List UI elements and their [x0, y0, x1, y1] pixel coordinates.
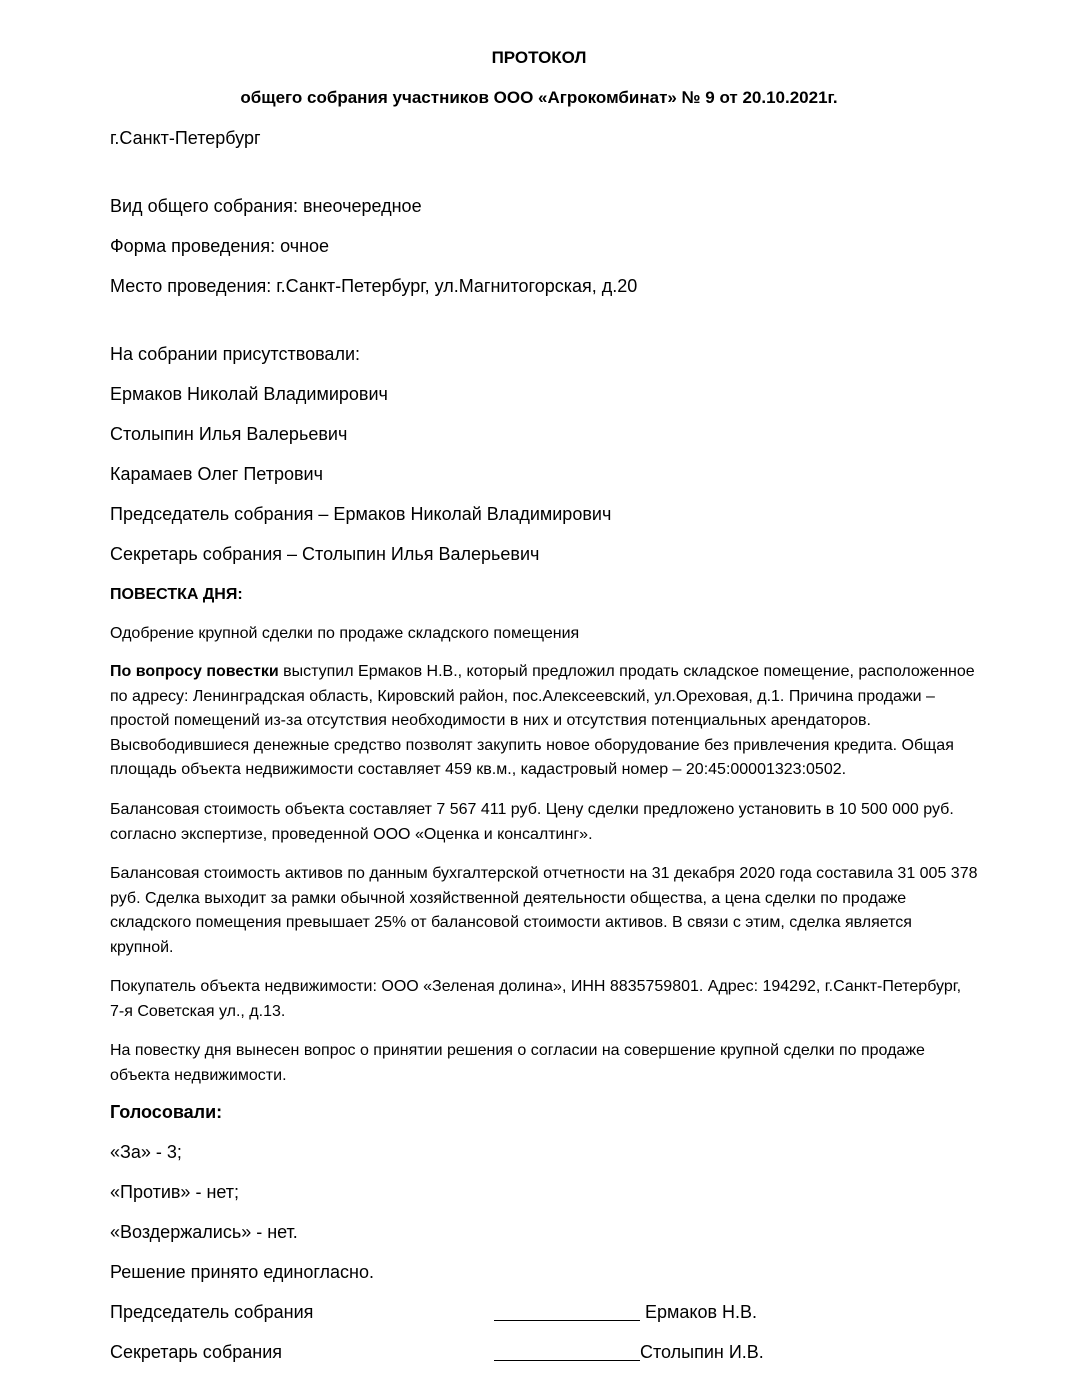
- attendee: Столыпин Илья Валерьевич: [110, 424, 348, 444]
- vote-result: Решение принято единогласно.: [110, 1262, 374, 1282]
- attendee: Карамаев Олег Петрович: [110, 464, 323, 484]
- chairman-line: Председатель собрания – Ермаков Николай Владимирович: [110, 504, 612, 524]
- paragraph-line: площадь объекта недвижимости составляет 459 кв.м., кадастровый номер – 20:45:00001323:0502.: [110, 761, 847, 778]
- meeting-place: Место проведения: г.Санкт-Петербург, ул.Магнитогорская, д.20: [110, 276, 638, 296]
- attendees-heading: На собрании присутствовали:: [110, 344, 361, 364]
- paragraph-assets: [110, 862, 1040, 960]
- meeting-type: Вид общего собрания: внеочередное: [110, 196, 422, 216]
- agenda-item: Одобрение крупной сделки по продаже складского помещения: [110, 625, 580, 642]
- voting-heading: Голосовали:: [110, 1102, 223, 1122]
- secretary-line: Секретарь собрания – Столыпин Илья Валерьевич: [110, 544, 540, 564]
- paragraph-line: Балансовая стоимость объекта составляет 7 567 411 руб. Цену сделки предложено установить в 10 500 000 руб.: [110, 801, 954, 818]
- paragraph-line: согласно экспертизе, проведенной ООО «Оценка и консалтинг».: [110, 825, 593, 843]
- paragraph-line: объекта недвижимости.: [110, 1066, 287, 1084]
- paragraph-line: руб. Сделка выходит за рамки обычной хозяйственной деятельности общества, а цена сделки по продаже: [110, 889, 907, 907]
- city: г.Санкт-Петербург: [110, 128, 261, 148]
- attendee: Ермаков Николай Владимирович: [110, 384, 388, 404]
- agenda-heading: ПОВЕСТКА ДНЯ:: [110, 586, 243, 603]
- document-subtitle: общего собрания участников ООО «Агрокомбинат» № 9 от 20.10.2021г.: [240, 88, 838, 107]
- meeting-form: Форма проведения: очное: [110, 236, 330, 256]
- chairman-signature-line: [494, 1320, 640, 1321]
- paragraph-line: На повестку дня вынесен вопрос о принятии решения о согласии на совершение крупной сделки по продаже: [110, 1042, 925, 1059]
- paragraph-buyer: [110, 975, 1040, 1024]
- paragraph-lead: По вопросу повестки: [110, 663, 279, 680]
- paragraph-line: Балансовая стоимость активов по данным бухгалтерской отчетности на 31 декабря 2020 года составила 31 005 378: [110, 865, 978, 882]
- paragraph-line: крупной.: [110, 938, 174, 956]
- paragraph-price: [110, 798, 1040, 847]
- secretary-signature-role: Секретарь собрания: [110, 1342, 283, 1362]
- paragraph-line: Высвободившиеся денежные средство позволят закупить новое оборудование без привлечения кредита. Общая: [110, 736, 954, 754]
- secretary-signature-name: Столыпин И.В.: [640, 1342, 764, 1362]
- paragraph-line: Покупатель объекта недвижимости: ООО «Зеленая долина», ИНН 8835759801. Адрес: 194292, г.Санкт-Петербург,: [110, 978, 962, 995]
- paragraph-line: по адресу: Ленинградская область, Кировский район, пос.Алексеевский, ул.Ореховая, д.1. Причина продажи –: [110, 687, 935, 705]
- chairman-signature-role: Председатель собрания: [110, 1302, 314, 1322]
- paragraph-line: простой помещений из-за отсутствия необходимости в них и отсутствия потенциальных арендаторов.: [110, 712, 871, 729]
- paragraph-line: По вопросу повестки выступил Ермаков Н.В., который предложил продать складское помещение, расположенное: [110, 663, 975, 680]
- chairman-signature-name: Ермаков Н.В.: [645, 1302, 758, 1322]
- vote-abstain: «Воздержались» - нет.: [110, 1222, 298, 1242]
- vote-against: «Против» - нет;: [110, 1182, 240, 1202]
- paragraph-line: 7-я Советская ул., д.13.: [110, 1002, 286, 1020]
- paragraph-line: складского помещения превышает 25% от балансовой стоимости активов. В связи с этим, сделка является: [110, 914, 912, 931]
- document-title: ПРОТОКОЛ: [491, 48, 587, 67]
- secretary-signature-line: [494, 1360, 640, 1361]
- vote-for: «За» - 3;: [110, 1142, 182, 1162]
- paragraph-speech: [110, 660, 1040, 783]
- paragraph-question: [110, 1039, 1040, 1088]
